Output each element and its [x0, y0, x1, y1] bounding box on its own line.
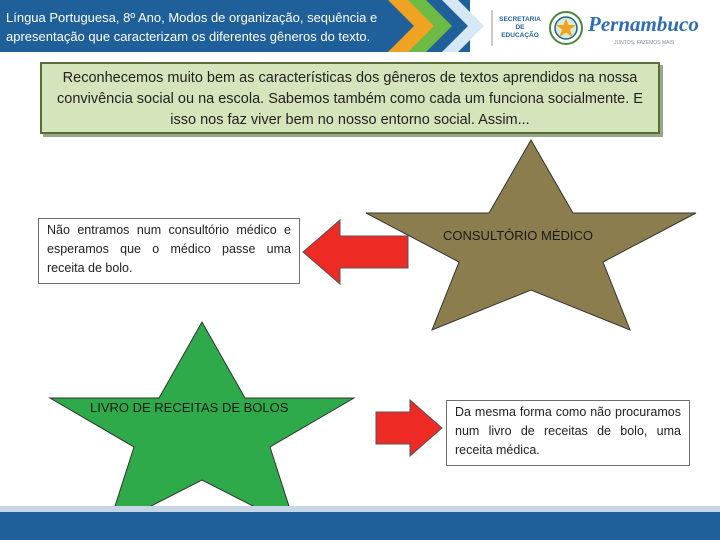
right-text-box	[446, 400, 690, 466]
slide-title-line1: Língua Portuguesa, 8º Ano, Modos de organização, sequência e	[6, 10, 378, 25]
slide-title-line2: apresentação que caracterizam os diferentes gêneros do texto.	[6, 29, 371, 44]
intro-text: Reconhecemos muito bem as características dos gêneros de textos aprendidos na nossa convivência social ou na escola. Sabemos também como cada um funciona socialmente. E isso nos faz viver bem no nosso entorno social. Assim...	[57, 70, 643, 128]
logo-secretaria: SECRETARIA DE EDUCAÇÃO	[499, 16, 541, 39]
right-box-emphasis: receita médica.	[455, 443, 540, 457]
star-label-livro: LIVRO DE RECEITAS DE BOLOS	[90, 400, 289, 415]
left-text-box	[38, 218, 300, 284]
left-box-emphasis: receita de bolo.	[47, 261, 133, 275]
logo-brand: Pernambuco	[588, 12, 699, 36]
star-label-consultorio: CONSULTÓRIO MÉDICO	[443, 228, 593, 243]
footer-band	[0, 506, 720, 540]
star-livro	[50, 322, 354, 528]
left-box-text: Não entramos num consultório médico e esperamos que o médico passe uma	[47, 223, 291, 256]
arrow-right-icon	[376, 400, 442, 456]
arrow-left-icon	[303, 220, 408, 284]
right-box-text: Da mesma forma como não procuramos num livro de receitas de bolo, uma	[455, 405, 681, 438]
logo-slogan: JUNTOS, FAZEMOS MAIS	[614, 40, 675, 46]
